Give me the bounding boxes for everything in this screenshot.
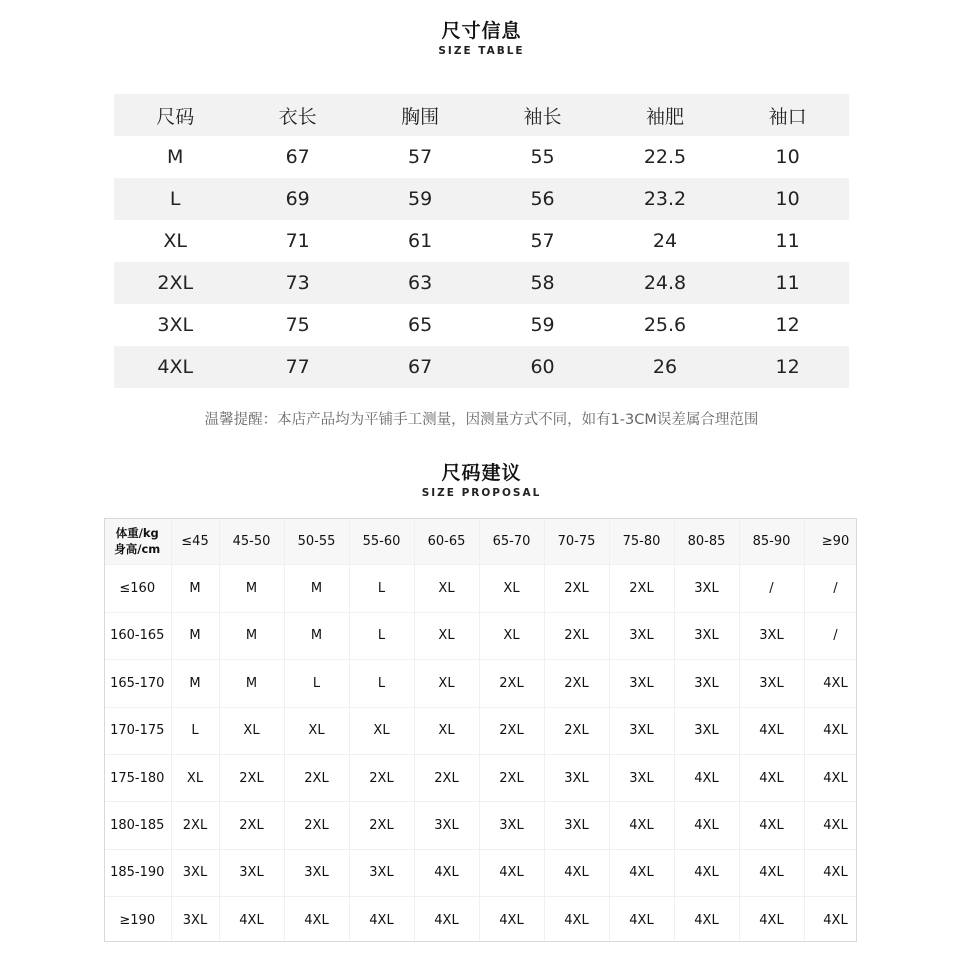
weight-range-cell: 70-75 [544,518,609,565]
measurement-cell: 56 [481,178,603,220]
height-range-cell: 180-185 [104,802,171,849]
measurement-cell: 69 [236,178,358,220]
proposal-row [104,754,857,801]
size-proposal-table [104,518,857,942]
recommended-size-cell: 2XL [479,707,544,754]
recommended-size-cell: / [739,565,804,612]
size-table-header-row [114,94,849,136]
weight-range-cell: 75-80 [609,518,674,565]
recommended-size-cell: 4XL [739,707,804,754]
height-axis-label: 身高/cm [114,542,161,557]
recommended-size-cell: 4XL [804,802,857,849]
recommended-size-cell: L [349,565,414,612]
recommended-size-cell: 3XL [284,849,349,896]
measurement-cell: 77 [236,346,358,388]
recommended-size-cell: 4XL [609,802,674,849]
recommended-size-cell: M [284,565,349,612]
proposal-row [104,707,857,754]
proposal-header-row [104,518,857,565]
recommended-size-cell: 3XL [674,660,739,707]
measurement-cell: 65 [408,314,433,336]
recommended-size-cell: 2XL [284,802,349,849]
size-label-cell: 3XL [157,314,194,336]
recommended-size-cell: 4XL [674,754,739,801]
size-table-heading [0,16,963,57]
weight-axis-label: 体重/kg [115,526,159,541]
size-proposal-panel [104,518,857,942]
size-table-row [114,346,849,388]
recommended-size-cell: M [171,660,219,707]
recommended-size-cell: L [171,707,219,754]
recommended-size-cell: 3XL [674,612,739,659]
measurement-cell: 22.5 [643,146,687,168]
recommended-size-cell: 3XL [349,849,414,896]
recommended-size-cell: XL [479,612,544,659]
recommended-size-cell: 4XL [739,754,804,801]
proposal-row [104,565,857,612]
measurement-cell: 57 [408,146,433,168]
recommended-size-cell: XL [219,707,284,754]
recommended-size-cell: 4XL [804,660,857,707]
height-range-cell: 160-165 [104,612,171,659]
height-range-cell: 175-180 [104,754,171,801]
weight-range-cell: 45-50 [219,518,284,565]
size-table-title: 尺寸信息 [441,20,522,42]
recommended-size-cell: 2XL [219,802,284,849]
size-table-row [114,136,849,178]
measurement-cell: 57 [530,230,555,252]
recommended-size-cell: L [349,660,414,707]
measurement-cell: 61 [408,230,433,252]
recommended-size-cell: 3XL [171,897,219,942]
recommended-size-cell: 3XL [219,849,284,896]
measurement-cell: 73 [236,262,358,304]
recommended-size-cell: 4XL [609,897,674,942]
size-table-row [114,262,849,304]
measurement-cell: 11 [775,230,800,252]
recommended-size-cell: 4XL [674,849,739,896]
header-cell: 尺码 [114,94,236,136]
recommended-size-cell: M [171,565,219,612]
size-label-cell: 4XL [114,346,236,388]
measurement-cell: 11 [726,262,849,304]
recommended-size-cell: XL [171,754,219,801]
recommended-size-cell: 4XL [414,849,479,896]
proposal-row [104,612,857,659]
recommended-size-cell: 3XL [739,660,804,707]
size-table-row [114,304,849,346]
recommended-size-cell: 3XL [414,802,479,849]
height-range-cell: 165-170 [104,660,171,707]
recommended-size-cell: 2XL [544,707,609,754]
header-cell: 袖长 [481,94,603,136]
recommended-size-cell: 2XL [544,612,609,659]
recommended-size-cell: 2XL [171,802,219,849]
recommended-size-cell: 2XL [479,660,544,707]
measurement-cell: 10 [726,178,849,220]
recommended-size-cell: 4XL [804,897,857,942]
size-proposal-heading [0,458,963,499]
recommended-size-cell: 3XL [171,849,219,896]
size-label-cell: XL [163,230,188,252]
size-label-cell: 2XL [114,262,236,304]
recommended-size-cell: / [804,565,857,612]
corner-cell [104,518,171,565]
measurement-cell: 25.6 [643,314,687,336]
header-cell: 袖口 [726,94,849,136]
proposal-row [104,660,857,707]
weight-range-cell: 85-90 [739,518,804,565]
weight-range-cell: 80-85 [674,518,739,565]
recommended-size-cell: 2XL [349,754,414,801]
proposal-row [104,802,857,849]
recommended-size-cell: XL [414,612,479,659]
recommended-size-cell: 4XL [739,897,804,942]
proposal-row [104,897,857,942]
weight-range-cell: 55-60 [349,518,414,565]
proposal-row [104,849,857,896]
recommended-size-cell: 2XL [544,660,609,707]
recommended-size-cell: 3XL [609,612,674,659]
recommended-size-cell: XL [414,707,479,754]
measurement-note: 温馨提醒：本店产品均为平铺手工测量，因测量方式不同，如有1-3CM误差属合理范围 [204,412,759,428]
recommended-size-cell: L [349,612,414,659]
size-label-cell: M [167,146,184,168]
header-cell: 胸围 [359,94,481,136]
measurement-cell: 58 [481,262,603,304]
weight-range-cell: 50-55 [284,518,349,565]
weight-range-cell: 65-70 [479,518,544,565]
size-label-cell: L [114,178,236,220]
recommended-size-cell: 3XL [609,754,674,801]
measurement-cell: 63 [359,262,481,304]
recommended-size-cell: 2XL [284,754,349,801]
weight-range-cell: ≥90 [804,518,857,565]
size-table [114,94,849,388]
recommended-size-cell: / [804,612,857,659]
recommended-size-cell: XL [414,565,479,612]
recommended-size-cell: 3XL [609,660,674,707]
recommended-size-cell: 2XL [219,754,284,801]
measurement-cell: 12 [726,346,849,388]
recommended-size-cell: 2XL [349,802,414,849]
recommended-size-cell: XL [414,660,479,707]
recommended-size-cell: 4XL [674,897,739,942]
height-range-cell: 185-190 [104,849,171,896]
recommended-size-cell: XL [479,565,544,612]
recommended-size-cell: M [171,612,219,659]
recommended-size-cell: 3XL [674,707,739,754]
recommended-size-cell: 3XL [479,802,544,849]
recommended-size-cell: 4XL [479,849,544,896]
recommended-size-cell: 4XL [349,897,414,942]
recommended-size-cell: 4XL [609,849,674,896]
recommended-size-cell: 3XL [739,612,804,659]
recommended-size-cell: 4XL [479,897,544,942]
recommended-size-cell: 2XL [479,754,544,801]
height-range-cell: ≥190 [104,897,171,942]
recommended-size-cell: XL [284,707,349,754]
recommended-size-cell: M [219,660,284,707]
recommended-size-cell: 4XL [414,897,479,942]
recommended-size-cell: 4XL [544,897,609,942]
recommended-size-cell: 4XL [219,897,284,942]
height-range-cell: 170-175 [104,707,171,754]
recommended-size-cell: 2XL [544,565,609,612]
weight-range-cell: 60-65 [414,518,479,565]
size-table-row [114,178,849,220]
measurement-cell: 60 [481,346,603,388]
measurement-cell: 26 [604,346,726,388]
measurement-cell: 71 [285,230,310,252]
recommended-size-cell: 3XL [674,565,739,612]
measurement-cell: 67 [359,346,481,388]
measurement-cell: 55 [530,146,555,168]
weight-range-cell: ≤45 [171,518,219,565]
size-proposal-subtitle: SIZE PROPOSAL [421,487,542,499]
recommended-size-cell: 4XL [674,802,739,849]
measurement-cell: 10 [775,146,800,168]
measurement-cell: 24 [652,230,678,252]
recommended-size-cell: M [219,565,284,612]
recommended-size-cell: L [284,660,349,707]
recommended-size-cell: 3XL [544,754,609,801]
recommended-size-cell: 4XL [739,802,804,849]
recommended-size-cell: M [219,612,284,659]
height-range-cell: ≤160 [104,565,171,612]
header-cell: 衣长 [236,94,358,136]
size-table-row [114,220,849,262]
recommended-size-cell: 4XL [804,754,857,801]
recommended-size-cell: 4XL [804,849,857,896]
measurement-cell: 23.2 [604,178,726,220]
size-proposal-title: 尺码建议 [441,462,522,484]
measurement-cell: 12 [775,314,800,336]
measurement-cell: 59 [530,314,555,336]
measurement-cell: 75 [285,314,310,336]
recommended-size-cell: 4XL [739,849,804,896]
recommended-size-cell: 2XL [414,754,479,801]
measurement-cell: 24.8 [604,262,726,304]
recommended-size-cell: 4XL [544,849,609,896]
recommended-size-cell: M [284,612,349,659]
recommended-size-cell: 4XL [284,897,349,942]
header-cell: 袖肥 [604,94,726,136]
size-table-subtitle: SIZE TABLE [438,45,525,57]
recommended-size-cell: XL [349,707,414,754]
recommended-size-cell: 4XL [804,707,857,754]
recommended-size-cell: 2XL [609,565,674,612]
measurement-cell: 59 [359,178,481,220]
recommended-size-cell: 3XL [609,707,674,754]
recommended-size-cell: 3XL [544,802,609,849]
measurement-cell: 67 [285,146,310,168]
